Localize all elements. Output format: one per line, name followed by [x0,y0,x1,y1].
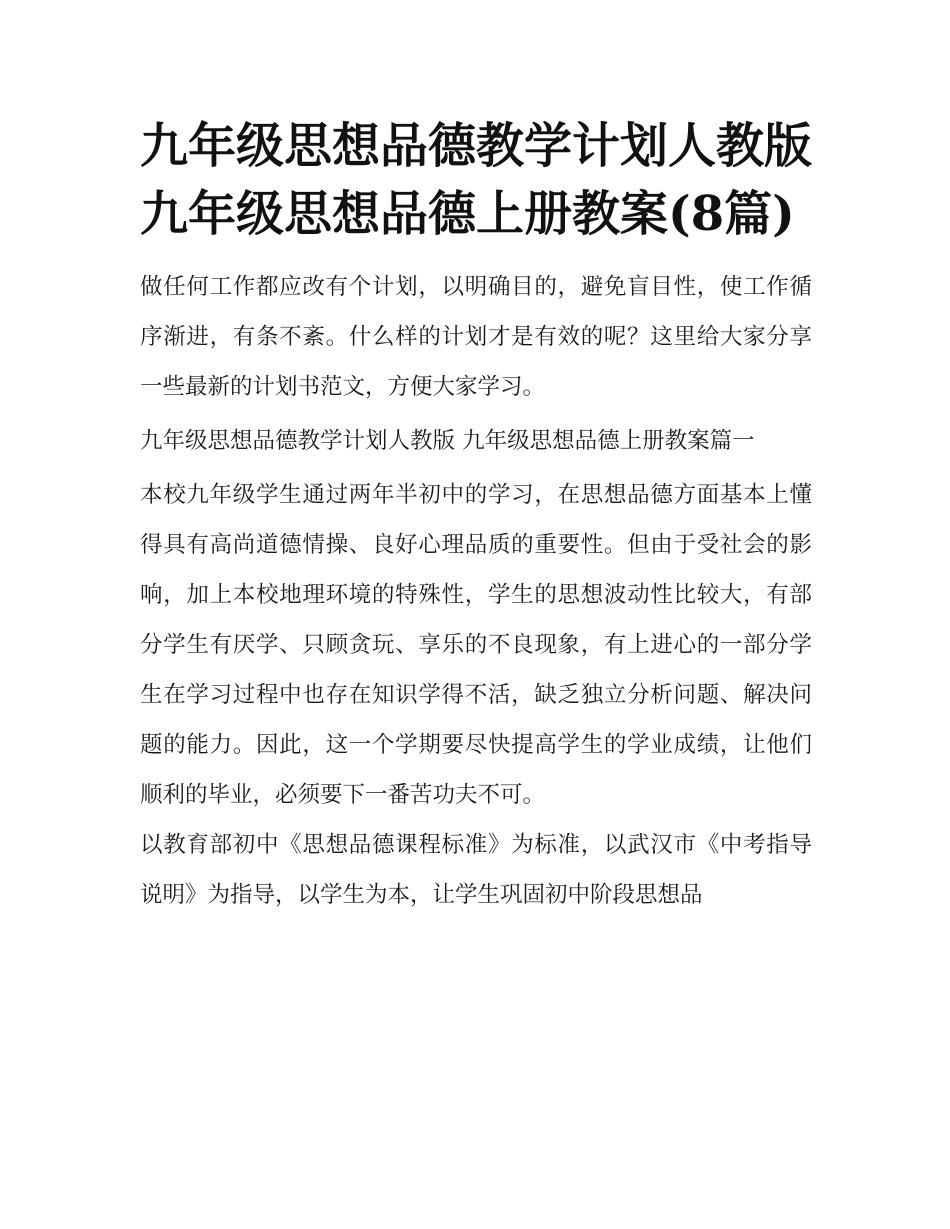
document-page [140,112,812,920]
body-paragraph: 本校九年级学生通过两年半初中的学习，在思想品德方面基本上懂得具有高尚道德情操、良好心理品质的重要性。但由于受社会的影响，加上本校地理环境的特殊性，学生的思想波动性比较大，有部分学生有厌学、只顾贪玩、享乐的不良现象，有上进心的一部分学生在学习过程中也存在知识学得不活，缺乏独立分析问题、解决问题的能力。因此，这一个学期要尽快提高学生的学业成绩，让他们顺利的毕业，必须要下一番苦功夫不可。 [140,482,812,808]
document-title: 九年级思想品德教学计划人教版 九年级思想品德上册教案(8篇) [140,118,813,242]
section-heading: 九年级思想品德教学计划人教版 九年级思想品德上册教案篇一 [140,428,755,454]
intro-paragraph: 做任何工作都应改有个计划，以明确目的，避免盲目性，使工作循序渐进，有条不紊。什么样的计划才是有效的呢？这里给大家分享一些最新的计划书范文，方便大家学习。 [140,274,812,400]
body-paragraph: 以教育部初中《思想品德课程标准》为标准，以武汉市《中考指导说明》为指导，以学生为本，让学生巩固初中阶段思想品 [140,832,812,908]
